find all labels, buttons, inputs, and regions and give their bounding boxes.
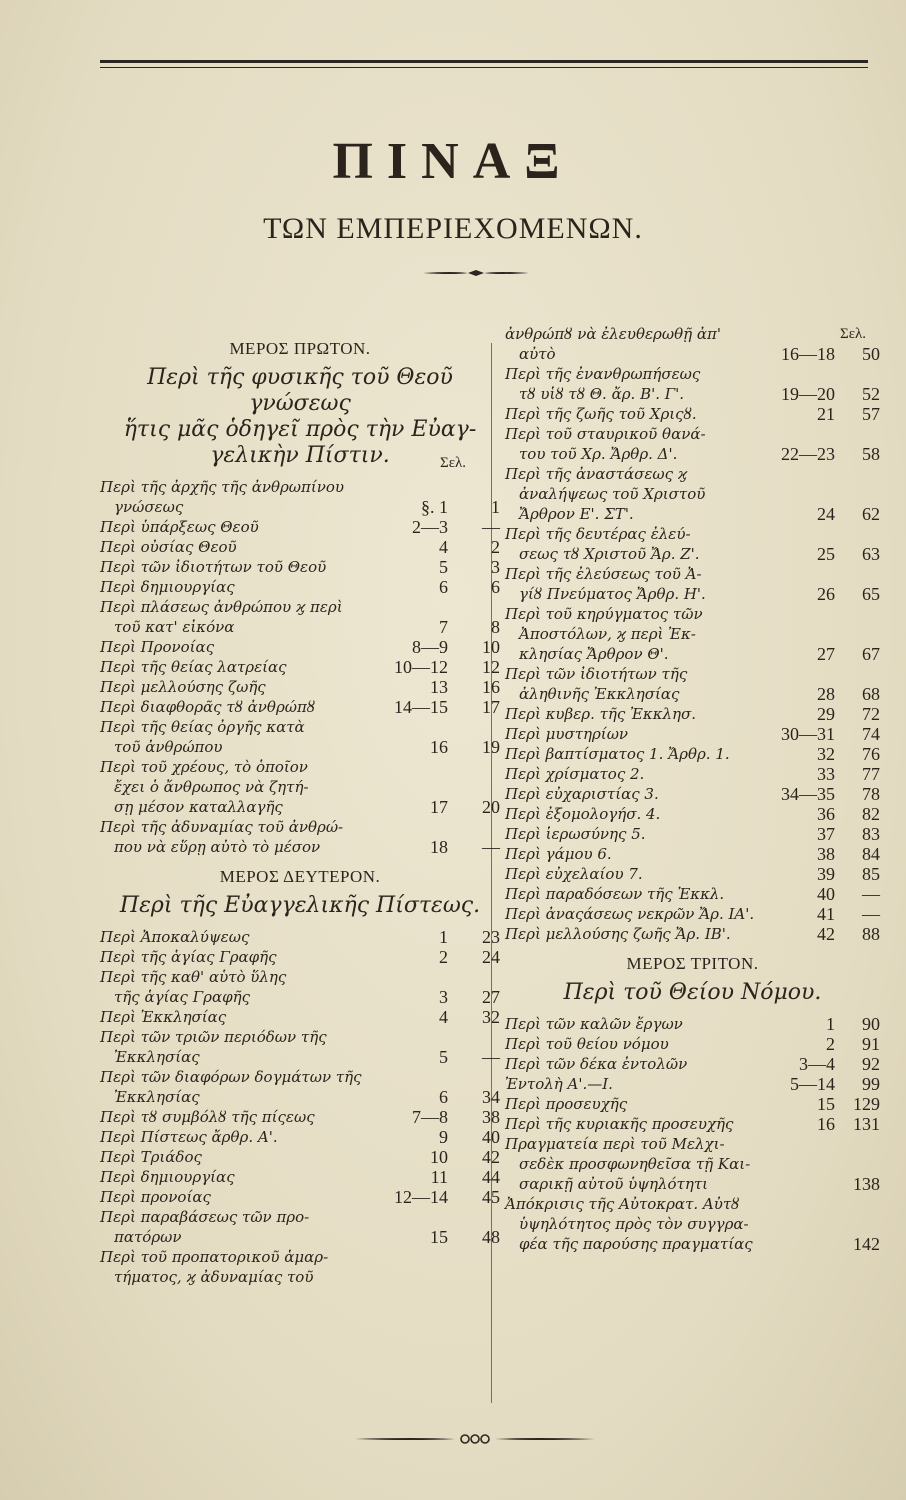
toc-entry-page: 10 [482,637,500,657]
toc-entry [100,697,500,717]
right-column [505,324,880,1254]
toc-entry-text: Ἀποστόλων, ϗ περὶ Ἐκ- [519,625,696,643]
toc-entry-section: 14—15 [394,697,448,717]
toc-entry-text: Ἐκκλησίας [114,1048,200,1066]
toc-entry-page: 74 [862,724,880,744]
part-one-subheading: Περὶ τῆς φυσικῆς τοῦ Θεοῦ γνώσεως ἥτις μᾶς ὁδηγεῖ πρὸς τὴν Εὐαγ- γελικὴν Πίστιν. [123,365,477,468]
toc-entry-page: 76 [862,744,880,764]
toc-entry [505,1094,880,1114]
toc-entry-text: Περὶ διαφθορᾶς τȣ ἀνθρώπȣ [100,698,316,716]
toc-entry-page: 32 [482,1007,500,1027]
toc-entry-section: 16 [430,737,448,757]
toc-entry-page: 52 [862,384,880,404]
toc-entry-text: Περὶ μυστηρίων [505,725,629,743]
toc-entry-page: 17 [482,697,500,717]
toc-entry-text: τήματος, ϗ ἀδυναμίας τοῦ [114,1268,314,1286]
toc-entry-text: Περὶ προσευχῆς [505,1095,628,1113]
toc-entry [505,364,880,404]
toc-entry-text: Περὶ ὑπάρξεως Θεοῦ [100,518,259,536]
toc-entry [505,524,880,564]
toc-entry-section: 5 [439,1047,448,1067]
toc-entry-section: 8—9 [412,637,448,657]
toc-entry [505,424,880,464]
toc-entry [100,757,500,817]
toc-entry [100,1167,500,1187]
toc-entry-section: 4 [439,537,448,557]
toc-entry [505,804,880,824]
toc-entry-text: πατόρων [114,1228,182,1246]
toc-entry [100,477,500,517]
toc-entry-text: Περὶ δημιουργίας [100,1168,235,1186]
toc-entry-text: Ἐκκλησίας [114,1088,200,1106]
toc-entry-section: 2 [439,947,448,967]
toc-entry-text: Περὶ τῆς ζωῆς τοῦ Χριςȣ. [505,405,697,423]
toc-entry-section: 17 [430,797,448,817]
toc-entry-section: 24 [817,504,835,524]
toc-entry-page: 20 [482,797,500,817]
toc-entry-text: Περὶ τῆς θείας ὀργῆς κατὰ [100,718,305,736]
toc-entry-section: §. 1 [421,497,448,517]
toc-entry-page: 138 [853,1174,880,1194]
toc-entry [100,927,500,947]
toc-entry-text: τȣ υἱȣ τȣ Θ. ἄρ. Β'. Γ'. [519,385,685,403]
toc-entry-section: 10—12 [394,657,448,677]
part-one-heading: ΜΕΡΟΣ ΠΡΩΤΟΝ. [229,339,371,358]
toc-entry-section: 32 [817,744,835,764]
toc-entry-section: 37 [817,824,835,844]
toc-entry-page: 23 [482,927,500,947]
toc-entry [100,947,500,967]
toc-entry-page: 2 [491,537,500,557]
toc-entry-page: 3 [491,557,500,577]
toc-entry-page: 58 [862,444,880,464]
toc-entry [505,1054,880,1074]
toc-entry [505,1014,880,1034]
toc-entry-text: αὐτὸ [519,345,556,363]
toc-entry-section: 33 [817,764,835,784]
ornament-divider-icon [423,268,529,278]
toc-entry-text: τοῦ ἀνθρώπου [114,738,223,756]
toc-entry [100,637,500,657]
toc-entry-text: Περὶ χρίσματος 2. [505,765,645,783]
toc-entry-section: 1 [826,1014,835,1034]
toc-entry-section: 16—18 [781,344,835,364]
toc-entry-page: — [482,517,500,537]
toc-entry-page: 38 [482,1107,500,1127]
toc-entry [505,884,880,904]
toc-entry-text: Περὶ μελλούσης ζωῆς Ἄρ. ΙΒ'. [505,925,731,943]
toc-entry-text: Περὶ τῶν διαφόρων δογμάτων τῆς [100,1068,362,1086]
toc-entry [505,464,880,524]
toc-entry [100,817,500,857]
toc-entry [100,967,500,1007]
toc-entry-text: Περὶ τῆς θείας λατρείας [100,658,287,676]
toc-entry-section: 22—23 [781,444,835,464]
toc-entry-page: 63 [862,544,880,564]
toc-entry [100,1127,500,1147]
toc-entry-page: 16 [482,677,500,697]
toc-entry-text: Περὶ τῶν δέκα ἐντολῶν [505,1055,688,1073]
toc-entry [100,1187,500,1207]
toc-entry-text: Περὶ παραβάσεως τῶν προ- [100,1208,310,1226]
toc-entry-text: γίȣ Πνεύματος Ἄρθρ. Η'. [519,585,706,603]
toc-entry [100,1107,500,1127]
continued-entries [505,324,880,944]
toc-entry-text: Περὶ ἐξομολογήσ. 4. [505,805,661,823]
toc-entry-page: 92 [862,1054,880,1074]
toc-entry [100,1247,500,1287]
toc-entry-section: 7—8 [412,1107,448,1127]
toc-entry-page: 142 [853,1234,880,1254]
toc-entry-text: Περὶ εὐχαριστίας 3. [505,785,659,803]
toc-entry-section: 25 [817,544,835,564]
toc-entry-text: σεδὲκ προσφωνηθεῖσα τῇ Και- [519,1155,751,1173]
toc-entry-text: Περὶ παραδόσεων τῆς Ἐκκλ. [505,885,725,903]
toc-entry-page: 84 [862,844,880,864]
toc-entry-text: Ἐντολὴ Α'.—Ι. [505,1075,613,1093]
toc-entry-section: 6 [439,577,448,597]
toc-entry-section: 41 [817,904,835,924]
toc-entry [100,537,500,557]
toc-entry-section: 42 [817,924,835,944]
toc-entry-section: 29 [817,704,835,724]
toc-entry-section: 13 [430,677,448,697]
toc-entry [505,904,880,924]
left-column [100,335,500,1287]
page-title: ΠΙΝΑΞ [332,133,574,190]
toc-entry-text: Περὶ τοῦ χρέους, τὸ ὁποῖον [100,758,308,776]
toc-entry-text: Περὶ τῆς ἀναστάσεως ϗ [505,465,688,483]
toc-entry-section: 36 [817,804,835,824]
toc-entry-text: ἀνθρώπȣ νὰ ἐλευθερωθῇ ἀπ' [505,325,722,343]
toc-entry-section: 5—14 [790,1074,835,1094]
toc-entry-section: 15 [817,1094,835,1114]
toc-entry-text: Περὶ τῶν ἰδιοτήτων τῆς [505,665,688,683]
toc-entry-text: Περὶ προνοίας [100,1188,211,1206]
toc-entry [505,824,880,844]
toc-entry-section: 9 [439,1127,448,1147]
toc-entry-text: Περὶ τῆς ἐλεύσεως τοῦ Ἀ- [505,565,702,583]
toc-entry-page: 12 [482,657,500,677]
toc-entry-text: Περὶ τῆς ἀδυναμίας τοῦ ἀνθρώ- [100,818,344,836]
toc-entry-section: 34—35 [781,784,835,804]
toc-entry [505,1134,880,1194]
toc-entry-text: τοῦ κατ' εἰκόνα [114,618,235,636]
toc-entry-text: σαρικῇ αὐτοῦ ὑψηλότητι [519,1175,708,1193]
toc-entry-text: τῆς ἁγίας Γραφῆς [114,988,250,1006]
part-three-subheading: Περὶ τοῦ Θείου Νόμου. [563,980,822,1005]
toc-entry [505,744,880,764]
toc-entry-page: 42 [482,1147,500,1167]
toc-entry [505,404,880,424]
toc-entry [505,1114,880,1134]
toc-entry-page: 77 [862,764,880,784]
toc-entry-page: 48 [482,1227,500,1247]
toc-entry-page: 90 [862,1014,880,1034]
toc-entry-section: 40 [817,884,835,904]
toc-entry-text: φέα τῆς παρούσης πραγματίας [519,1235,753,1253]
toc-entry-text: Περὶ Πίστεως ἄρθρ. Α'. [100,1128,278,1146]
toc-entry-page: 1 [491,497,500,517]
toc-entry-section: 2 [826,1034,835,1054]
toc-entry-page: 91 [862,1034,880,1054]
toc-entry-text: ἔχει ὁ ἄνθρωπος νὰ ζητή- [114,778,309,796]
toc-entry-page: — [862,904,880,924]
toc-entry-section: 19—20 [781,384,835,404]
toc-entry-page: 34 [482,1087,500,1107]
toc-entry-section: 11 [430,1167,448,1187]
toc-entry-page: 78 [862,784,880,804]
toc-entry-text: Περὶ Ἐκκλησίας [100,1008,227,1026]
toc-entry-section: 21 [817,404,835,424]
toc-entry [100,657,500,677]
toc-entry-text: Περὶ τῆς ἐνανθρωπήσεως [505,365,701,383]
page-column-header-right: Σελ. [840,326,867,342]
toc-entry-text: Περὶ Ἀποκαλύψεως [100,928,250,946]
toc-entry [505,1194,880,1254]
toc-entry-page: 72 [862,704,880,724]
toc-entry-text: Περὶ τοῦ προπατορικοῦ ἁμαρ- [100,1248,329,1266]
toc-entry-page: 6 [491,577,500,597]
toc-entry-text: ὑψηλότητος πρὸς τὸν συγγρα- [519,1215,749,1233]
toc-entry-text: Περὶ Προνοίας [100,638,215,656]
toc-entry [505,564,880,604]
toc-entry-page: 82 [862,804,880,824]
toc-entry-section: 18 [430,837,448,857]
toc-entry [505,724,880,744]
toc-entry-text: ἀληθινῆς Ἐκκλησίας [519,685,680,703]
toc-entry-text: Περὶ δημιουργίας [100,578,235,596]
toc-entry-text: Περὶ τῆς δευτέρας ἐλεύ- [505,525,691,543]
toc-entry-page: 40 [482,1127,500,1147]
toc-entry-section: 3 [439,987,448,1007]
toc-entry-text: Περὶ βαπτίσματος 1. Ἄρθρ. 1. [505,745,730,763]
toc-entry-text: Περὶ ἀναςάσεως νεκρῶν Ἄρ. ΙΑ'. [505,905,755,923]
toc-entry-section: 27 [817,644,835,664]
toc-entry-text: Περὶ μελλούσης ζωῆς [100,678,266,696]
toc-entry [505,324,880,364]
toc-entry-text: Περὶ κυβερ. τῆς Ἐκκλησ. [505,705,697,723]
page-subtitle: ΤΩΝ ΕΜΠΕΡΙΕΧΟΜΕΝΩΝ. [263,212,643,245]
toc-entry-text: Ἀπόκρισις τῆς Αὐτοκρατ. Αὐτȣ [505,1195,740,1213]
toc-entry-text: του τοῦ Χρ. Ἄρθρ. Δ'. [519,445,678,463]
toc-entry [505,604,880,664]
toc-entry-section: 26 [817,584,835,604]
top-rule [100,60,868,63]
toc-entry-text: Ἄρθρον Ε'. ΣΤ'. [519,505,634,523]
toc-entry [100,517,500,537]
toc-entry-text: Περὶ οὐσίας Θεοῦ [100,538,237,556]
toc-entry [100,717,500,757]
toc-entry-text: Περὶ τοῦ κηρύγματος τῶν [505,605,703,623]
part-three-entries [505,1014,880,1254]
toc-entry-section: 28 [817,684,835,704]
toc-entry-page: 45 [482,1187,500,1207]
toc-entry-text: κλησίας Ἄρθρον Θ'. [519,645,669,663]
toc-entry-page: 65 [862,584,880,604]
toc-entry-text: Πραγματεία περὶ τοῦ Μελχι- [505,1135,725,1153]
toc-entry-page: 62 [862,504,880,524]
toc-entry-page: 88 [862,924,880,944]
toc-entry [505,864,880,884]
toc-entry [100,577,500,597]
top-rule-thin [100,67,868,68]
toc-entry-page: — [482,837,500,857]
toc-entry [100,677,500,697]
toc-entry-text: Περὶ τοῦ θείου νόμου [505,1035,669,1053]
toc-entry-section: 1 [439,927,448,947]
toc-entry [100,1007,500,1027]
toc-entry-text: Περὶ τῶν ἰδιοτήτων τοῦ Θεοῦ [100,558,327,576]
toc-entry-text: Περὶ τῶν τριῶν περιόδων τῆς [100,1028,327,1046]
toc-entry-text: Περὶ τῆς ἁγίας Γραφῆς [100,948,277,966]
toc-entry [505,704,880,724]
toc-entry-text: Περὶ τοῦ σταυρικοῦ θανά- [505,425,706,443]
toc-entry-page: 27 [482,987,500,1007]
toc-entry [505,784,880,804]
toc-entry [505,924,880,944]
toc-entry-text: Περὶ τȣ συμβόλȣ τῆς πίςεως [100,1108,315,1126]
part-one-entries [100,455,500,857]
toc-entry-page: 99 [862,1074,880,1094]
toc-entry-section: 2—3 [412,517,448,537]
toc-entry-text: Περὶ τῶν καλῶν ἔργων [505,1015,683,1033]
toc-entry [100,597,500,637]
toc-entry-text: Περὶ εὐχελαίου 7. [505,865,643,883]
toc-entry-section: 7 [439,617,448,637]
toc-entry-section: 12—14 [394,1187,448,1207]
toc-entry-section: 4 [439,1007,448,1027]
toc-entry-page: — [862,884,880,904]
toc-entry-text: Περὶ πλάσεως ἀνθρώπου ϗ περὶ [100,598,343,616]
toc-entry-page: 85 [862,864,880,884]
part-two-heading: ΜΕΡΟΣ ΔΕΥΤΕΡΟΝ. [219,867,381,886]
toc-entry-page: 83 [862,824,880,844]
part-three-heading: ΜΕΡΟΣ ΤΡΙΤΟΝ. [626,954,759,973]
toc-entry-page: 8 [491,617,500,637]
toc-entry-text: σεως τȣ Χριστοῦ Ἄρ. Ζ'. [519,545,700,563]
toc-entry-section: 39 [817,864,835,884]
toc-entry-page: 44 [482,1167,500,1187]
toc-entry-page: 68 [862,684,880,704]
toc-entry-section: 38 [817,844,835,864]
toc-entry-text: γνώσεως [114,498,184,516]
toc-entry-section: 5 [439,557,448,577]
toc-entry-text: Περὶ τῆς ἀρχῆς τῆς ἀνθρωπίνου [100,478,345,496]
toc-entry-text: Περὶ ἱερωσύνης 5. [505,825,646,843]
page-column-header: Σελ. [440,455,467,471]
bottom-ornament-icon [355,1432,595,1446]
toc-entry [100,1067,500,1107]
toc-entry-page: 129 [853,1094,880,1114]
toc-entry-text: Περὶ Τριάδος [100,1148,202,1166]
toc-entry-text: Περὶ τῆς καθ' αὑτὸ ὕλης [100,968,287,986]
toc-entry [505,664,880,704]
toc-entry-page: 57 [862,404,880,424]
toc-entry-page: 131 [853,1114,880,1134]
part-two-subheading: Περὶ τῆς Εὐαγγελικῆς Πίστεως. [119,893,481,918]
toc-entry [505,1034,880,1054]
toc-entry-section: 6 [439,1087,448,1107]
toc-entry [505,844,880,864]
toc-entry-page: 67 [862,644,880,664]
toc-entry-text: Περὶ τῆς κυριακῆς προσευχῆς [505,1115,734,1133]
toc-entry-page: — [482,1047,500,1067]
toc-entry-section: 15 [430,1227,448,1247]
toc-entry-section: 16 [817,1114,835,1134]
toc-entry [100,1207,500,1247]
toc-entry [100,1147,500,1167]
toc-entry [100,1027,500,1067]
toc-entry-section: 10 [430,1147,448,1167]
part-two-entries [100,927,500,1287]
toc-entry-page: 24 [482,947,500,967]
toc-entry-section: 30—31 [781,724,835,744]
toc-entry-page: 50 [862,344,880,364]
toc-entry [100,557,500,577]
toc-entry-section: 3—4 [799,1054,835,1074]
toc-entry [505,764,880,784]
toc-entry-page: 19 [482,737,500,757]
toc-entry-text: που νὰ εὕρῃ αὐτὸ τὸ μέσον [114,838,321,856]
toc-entry-text: σῃ μέσον καταλλαγῆς [114,798,283,816]
toc-entry-text: ἀναλήψεως τοῦ Χριστοῦ [519,485,706,503]
toc-entry-text: Περὶ γάμου 6. [505,845,612,863]
toc-entry [505,1074,880,1094]
